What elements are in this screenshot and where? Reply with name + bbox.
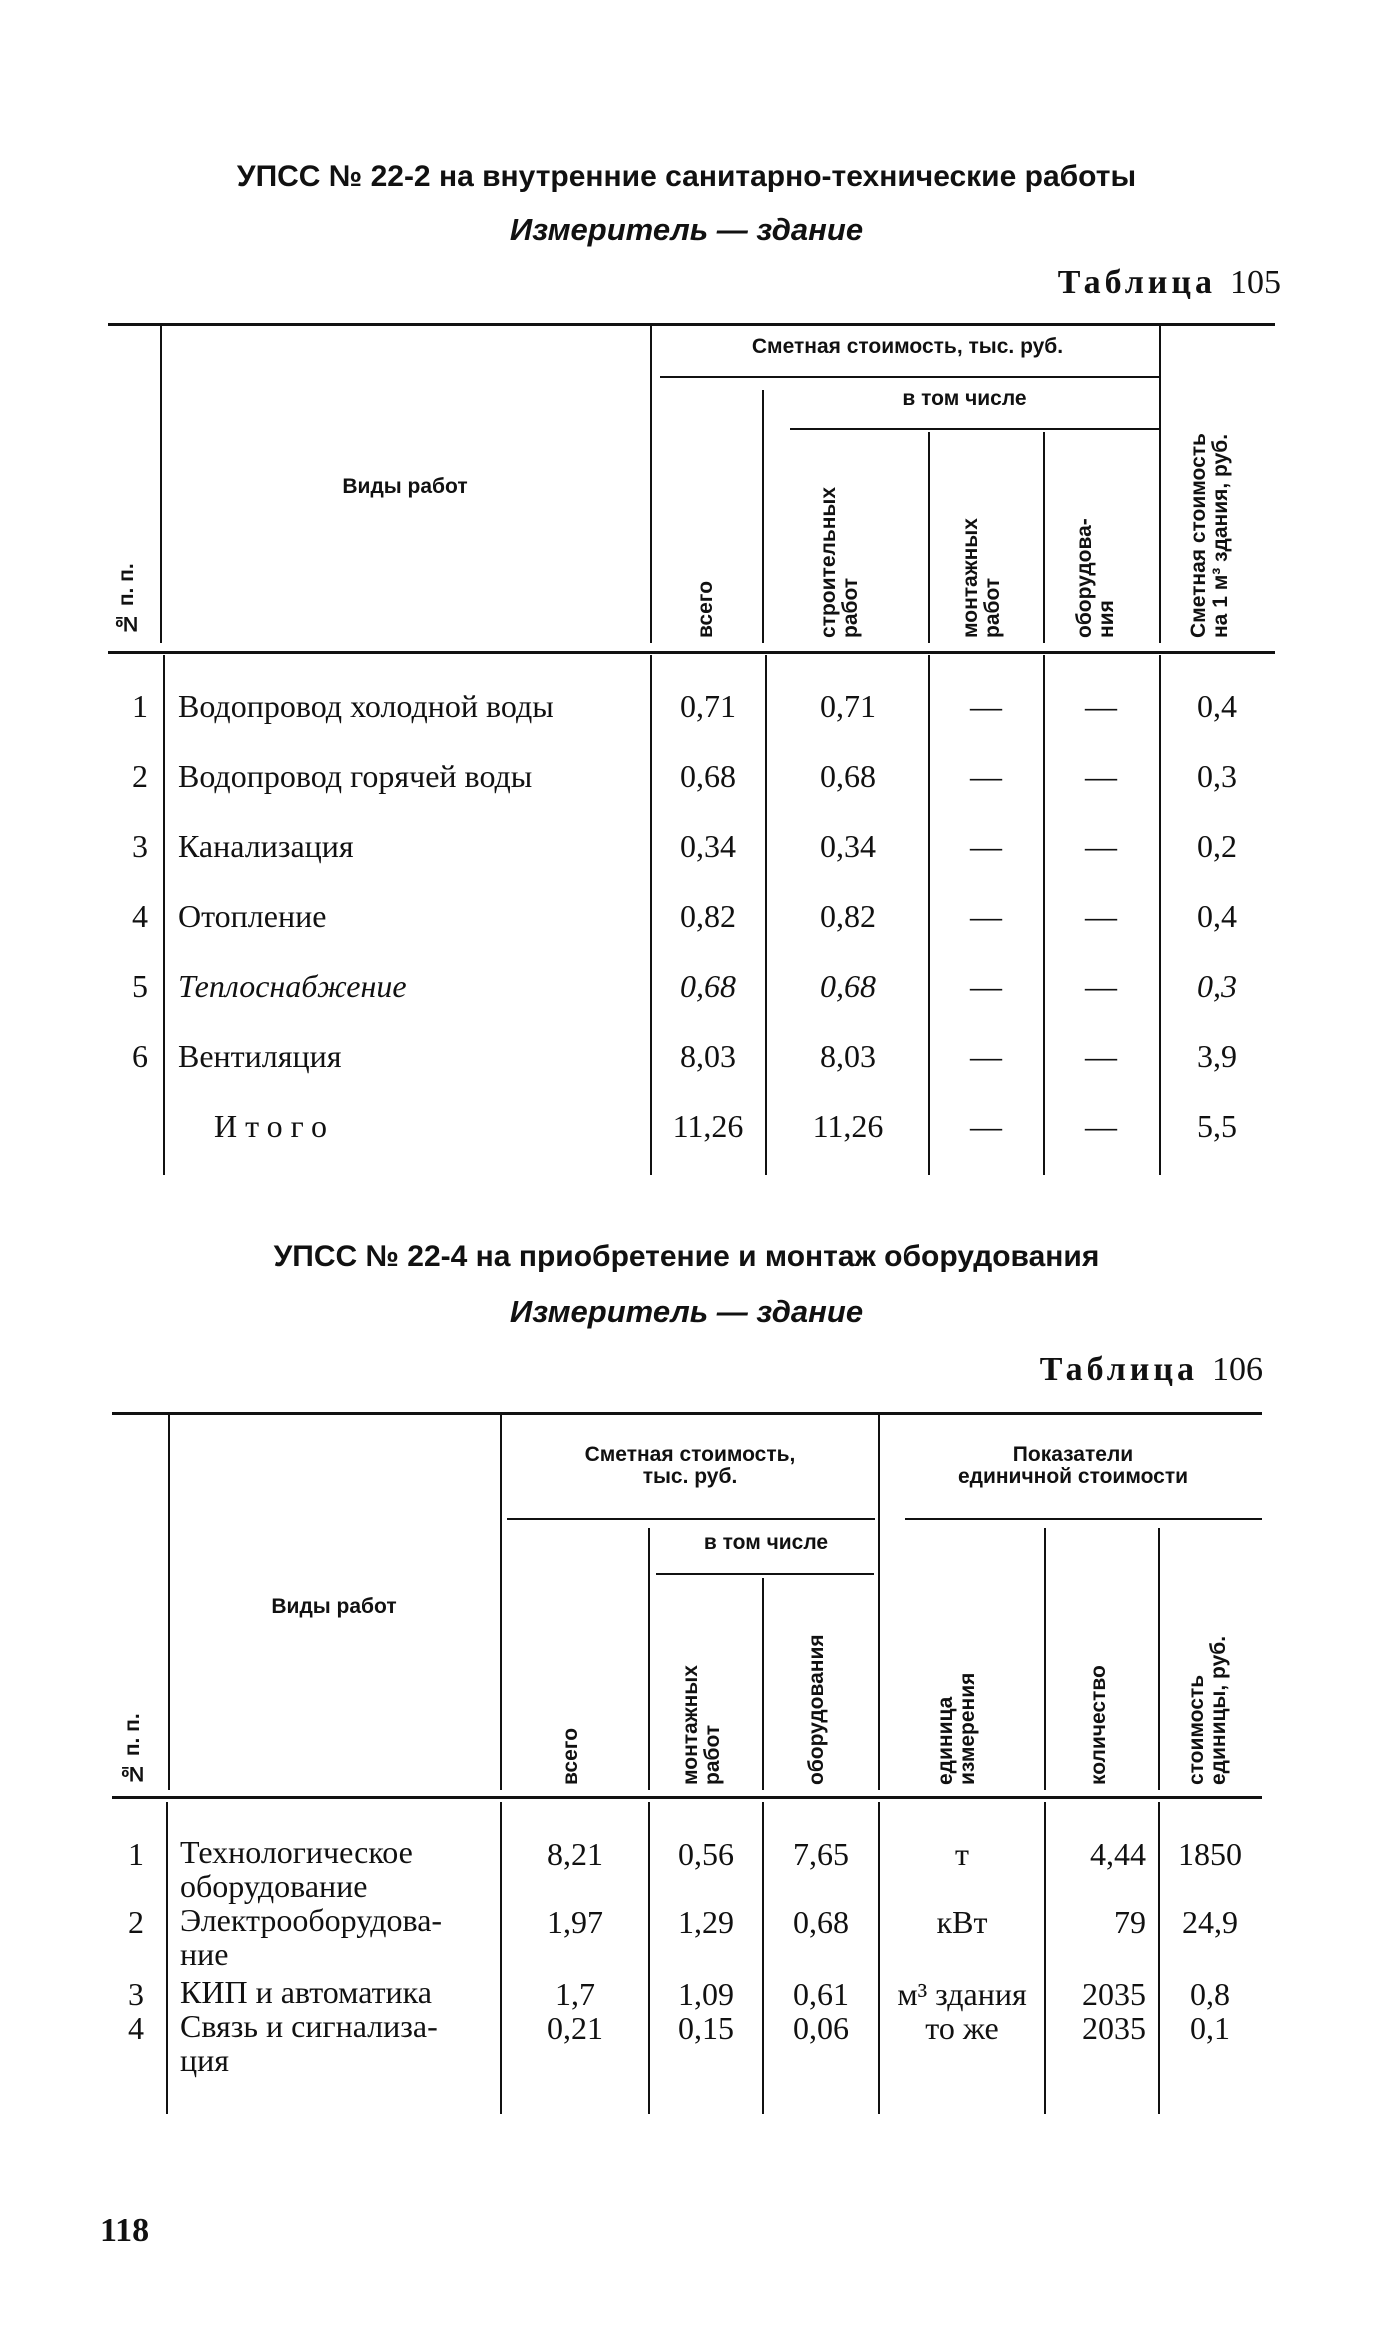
row-unit-cost: 24,9 xyxy=(1182,1904,1238,1940)
hdr-vline xyxy=(762,1578,764,1790)
row-unit: м³ здания xyxy=(897,1976,1027,2012)
header-total: всего xyxy=(559,1727,582,1785)
header-mounting: монтажных работ xyxy=(679,1665,725,1785)
row-unit: то же xyxy=(925,2010,999,2046)
header-incl: в том числе xyxy=(902,387,1027,410)
row-equipment: — xyxy=(1085,898,1117,934)
row-num: 3 xyxy=(132,828,148,864)
row-equipment: 0,06 xyxy=(793,2010,849,2046)
hdr-vline xyxy=(160,325,162,643)
row-mounting: — xyxy=(970,758,1002,794)
header-indicators: Показатели единичной стоимости xyxy=(957,1443,1189,1489)
hdr-vline xyxy=(1043,432,1045,643)
row-name: Канализация xyxy=(178,828,354,864)
header-num: № п. п. xyxy=(121,1713,144,1785)
row-per-m3: 0,3 xyxy=(1197,968,1237,1004)
header-equipment: оборудова- ния xyxy=(1073,518,1119,638)
table-105-title: УПСС № 22-2 на внутренние санитарно-технические работы xyxy=(236,160,1137,193)
row-construction: 0,82 xyxy=(820,898,876,934)
row-mounting: — xyxy=(970,898,1002,934)
hdr-vline xyxy=(1158,1528,1160,1790)
table-word: Таблица xyxy=(1057,264,1216,301)
row-total: 0,34 xyxy=(680,828,736,864)
hdr-vline xyxy=(1044,1528,1046,1790)
header-works: Виды работ xyxy=(342,475,468,498)
table-105-body xyxy=(108,690,1275,1160)
header-works: Виды работ xyxy=(271,1595,397,1618)
header-mounting: монтажных работ xyxy=(959,518,1005,638)
row-mounting: — xyxy=(970,828,1002,864)
header-per-m3: Сметная стоимость на 1 м³ здания, руб. xyxy=(1187,433,1233,638)
hdr-vline xyxy=(928,432,930,643)
row-name: Технологическое оборудование xyxy=(180,1834,413,1904)
hdr-vline xyxy=(650,325,652,643)
table-105-label xyxy=(1058,264,1281,302)
row-unit: кВт xyxy=(936,1904,988,1940)
row-unit: т xyxy=(955,1836,969,1872)
row-per-m3: 0,4 xyxy=(1197,688,1237,724)
header-unit-cost: стоимость единицы, руб. xyxy=(1185,1635,1231,1785)
row-name: Теплоснабжение xyxy=(178,968,407,1004)
row-name: Водопровод горячей воды xyxy=(178,758,533,794)
row-num: 5 xyxy=(132,968,148,1004)
header-cost: Сметная стоимость, тыс. руб. xyxy=(751,335,1064,358)
cost-subrule xyxy=(660,376,1160,378)
table-106-top-rule xyxy=(112,1412,1262,1415)
row-name: КИП и автоматика xyxy=(180,1974,432,2010)
row-equipment: — xyxy=(1085,758,1117,794)
table-105-measure: Измеритель — здание xyxy=(509,212,864,247)
header-unit: единица измерения xyxy=(934,1672,980,1785)
header-num: № п. п. xyxy=(115,563,138,635)
row-equipment: — xyxy=(1085,968,1117,1004)
cost-subrule xyxy=(507,1518,875,1520)
row-num: 1 xyxy=(128,1836,144,1872)
indicators-subrule xyxy=(905,1518,1262,1520)
table-106-title: УПСС № 22-4 на приобретение и монтаж оборудования xyxy=(273,1240,1100,1273)
row-name: Водопровод холодной воды xyxy=(178,688,554,724)
row-name: Связь и сигнализа- ция xyxy=(180,2008,438,2078)
row-num: 4 xyxy=(132,898,148,934)
hdr-vline xyxy=(1159,325,1161,643)
row-equipment: — xyxy=(1085,688,1117,724)
row-mounting: — xyxy=(970,1108,1002,1144)
table-106-label xyxy=(1040,1351,1263,1389)
row-construction: 11,26 xyxy=(812,1108,884,1144)
row-name: Электрооборудова- ние xyxy=(180,1902,443,1972)
row-name: Отопление xyxy=(178,898,327,934)
row-name: Вентиляция xyxy=(178,1038,342,1074)
row-quantity: 2035 xyxy=(1082,1976,1146,2012)
row-mounting: 1,09 xyxy=(678,1976,734,2012)
row-quantity: 4,44 xyxy=(1090,1836,1146,1872)
row-total: 0,21 xyxy=(547,2010,603,2046)
row-total: 8,03 xyxy=(680,1038,736,1074)
row-unit-cost: 0,1 xyxy=(1190,2010,1230,2046)
row-mounting: 0,15 xyxy=(678,2010,734,2046)
row-name: Итого xyxy=(214,1108,335,1144)
row-quantity: 79 xyxy=(1114,1904,1146,1940)
row-total: 0,68 xyxy=(680,758,736,794)
row-num: 4 xyxy=(128,2010,144,2046)
row-mounting: 1,29 xyxy=(678,1904,734,1940)
row-total: 11,26 xyxy=(672,1108,744,1144)
hdr-vline xyxy=(168,1414,170,1790)
table-106-header-rule xyxy=(112,1796,1262,1799)
row-quantity: 2035 xyxy=(1082,2010,1146,2046)
table-word: Таблица xyxy=(1039,1351,1198,1388)
row-equipment: — xyxy=(1085,1108,1117,1144)
header-quantity: количество xyxy=(1087,1665,1110,1785)
row-mounting: — xyxy=(970,1038,1002,1074)
row-total: 0,71 xyxy=(680,688,736,724)
row-equipment: 0,61 xyxy=(793,1976,849,2012)
row-unit-cost: 1850 xyxy=(1178,1836,1242,1872)
row-mounting: — xyxy=(970,968,1002,1004)
row-per-m3: 5,5 xyxy=(1197,1108,1237,1144)
incl-subrule xyxy=(656,1573,874,1575)
row-equipment: 7,65 xyxy=(793,1836,849,1872)
row-num: 2 xyxy=(132,758,148,794)
header-equipment: оборудования xyxy=(805,1634,828,1785)
row-construction: 0,34 xyxy=(820,828,876,864)
hdr-vline xyxy=(500,1414,502,1790)
row-construction: 0,68 xyxy=(820,968,876,1004)
header-total: всего xyxy=(694,580,717,638)
row-equipment: — xyxy=(1085,1038,1117,1074)
row-construction: 8,03 xyxy=(820,1038,876,1074)
row-num: 1 xyxy=(132,688,148,724)
header-incl: в том числе xyxy=(703,1531,829,1554)
row-per-m3: 0,3 xyxy=(1197,758,1237,794)
row-construction: 0,68 xyxy=(820,758,876,794)
row-per-m3: 0,4 xyxy=(1197,898,1237,934)
row-num: 6 xyxy=(132,1038,148,1074)
hdr-vline xyxy=(878,1414,880,1790)
table-105-header-rule xyxy=(108,651,1275,654)
row-construction: 0,71 xyxy=(820,688,876,724)
page-number: 118 xyxy=(100,2212,150,2249)
hdr-vline xyxy=(762,390,764,643)
row-total: 0,82 xyxy=(680,898,736,934)
hdr-vline xyxy=(648,1528,650,1790)
row-per-m3: 0,2 xyxy=(1197,828,1237,864)
table-106-measure: Измеритель — здание xyxy=(509,1294,864,1329)
row-per-m3: 3,9 xyxy=(1197,1038,1237,1074)
table-number: 105 xyxy=(1230,264,1281,301)
row-num: 3 xyxy=(128,1976,144,2012)
table-105-top-rule xyxy=(108,323,1275,326)
row-total: 0,68 xyxy=(680,968,736,1004)
row-total: 1,7 xyxy=(555,1976,595,2012)
header-construction: строительных работ xyxy=(817,486,863,638)
row-equipment: — xyxy=(1085,828,1117,864)
incl-subrule xyxy=(790,428,1160,430)
row-total: 1,97 xyxy=(547,1904,603,1940)
table-number: 106 xyxy=(1212,1351,1263,1388)
row-total: 8,21 xyxy=(547,1836,603,1872)
row-mounting: — xyxy=(970,688,1002,724)
header-cost: Сметная стоимость, тыс. руб. xyxy=(584,1443,796,1489)
body-vline xyxy=(166,1802,168,2114)
row-num: 2 xyxy=(128,1904,144,1940)
row-unit-cost: 0,8 xyxy=(1190,1976,1230,2012)
row-mounting: 0,56 xyxy=(678,1836,734,1872)
row-equipment: 0,68 xyxy=(793,1904,849,1940)
